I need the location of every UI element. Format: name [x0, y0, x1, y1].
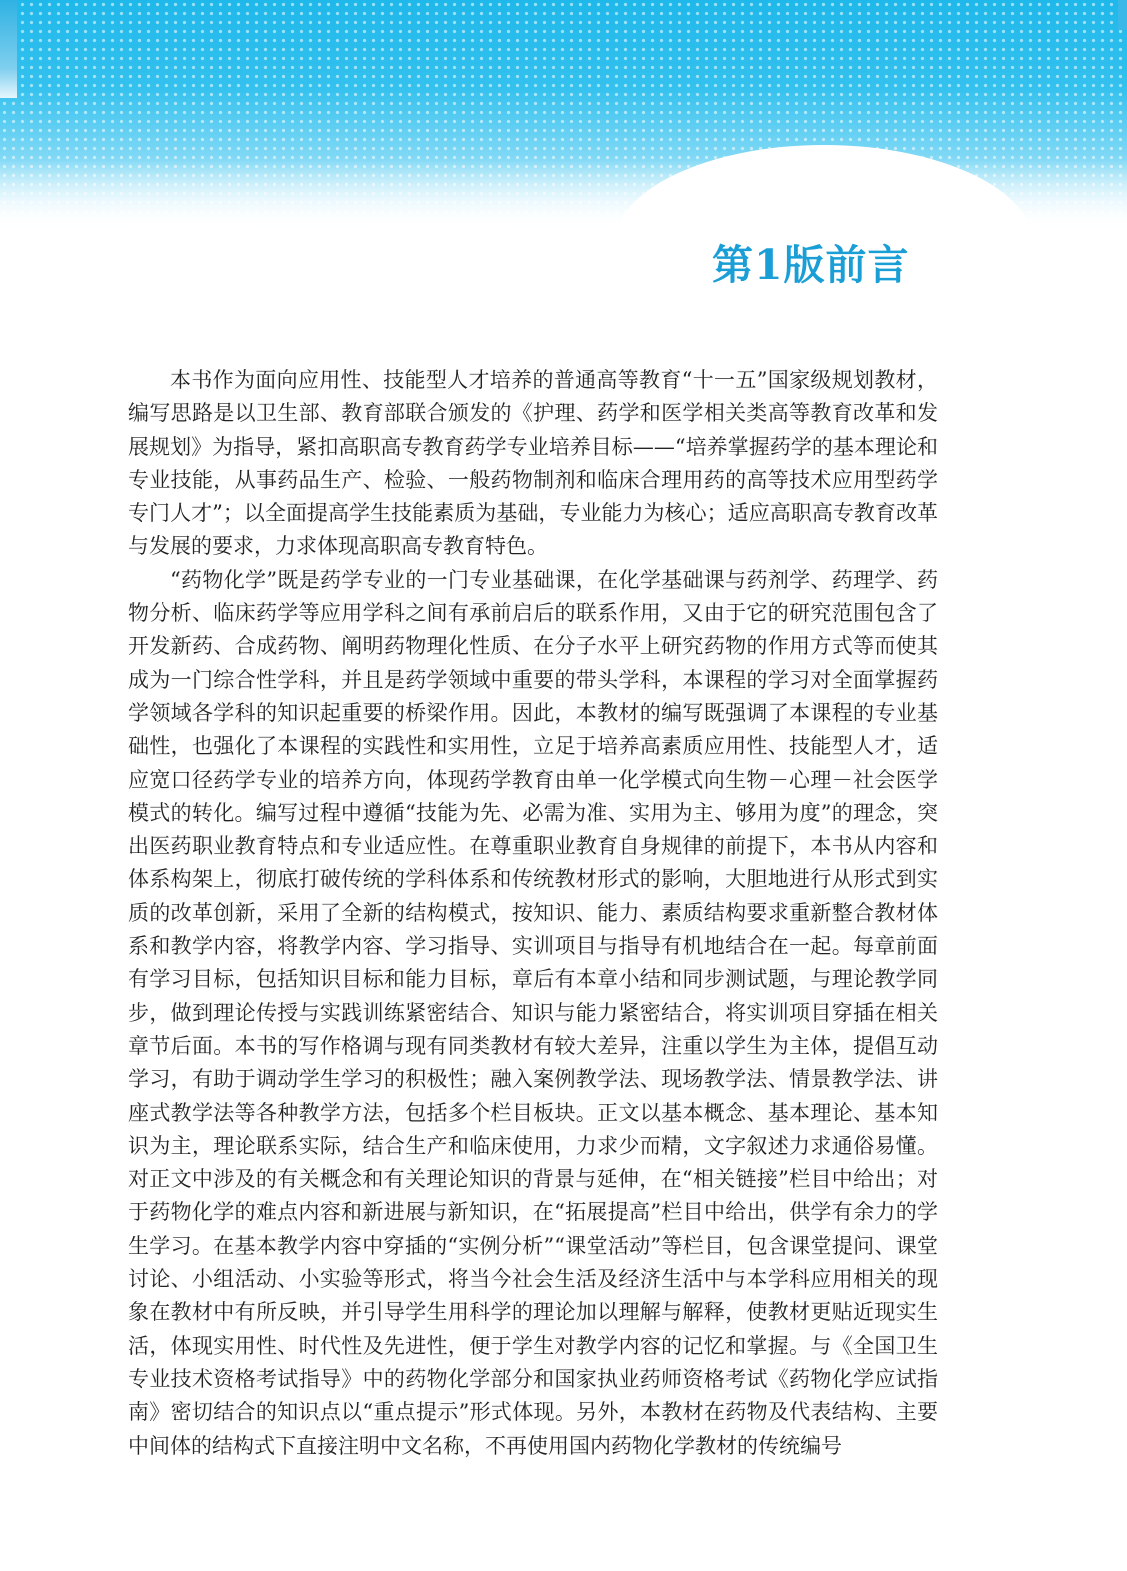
body-text: [128, 364, 938, 1463]
paragraph-1: 本书作为面向应用性、技能型人才培养的普通高等教育“十一五”国家级规划教材，编写思路是以卫生部、教育部联合颁发的《护理、药学和医学相关类高等教育改革和发展规划》为指导，紧扣高职高专教育药学专业培养目标——“培养掌握药学的基本理论和专业技能，从事药品生产、检验、一般药物制剂和临床合理用药的高等技术应用型药学专门人才”；以全面提高学生技能素质为基础，专业能力为核心；适应高职高专教育改革与发展的要求，力求体现高职高专教育特色。: [128, 368, 938, 559]
page-title: 第1版前言: [712, 241, 910, 289]
left-edge-strip: [0, 0, 17, 98]
paragraph-2: “药物化学”既是药学专业的一门专业基础课，在化学基础课与药剂学、药理学、药物分析、临床药学等应用学科之间有承前启后的联系作用，又由于它的研究范围包含了开发新药、合成药物、阐明药物理化性质、在分子水平上研究药物的作用方式等而使其成为一门综合性学科，并且是药学领域中重要的带头学科，本课程的学习对全面掌握药学领域各学科的知识起重要的桥梁作用。因此，本教材的编写既强调了本课程的专业基础性，也强化了本课程的实践性和实用性，立足于培养高素质应用性、技能型人才，适应宽口径药学专业的培养方向，体现药学教育由单一化学模式向生物－心理－社会医学模式的转化。编写过程中遵循“技能为先、必需为准、实用为主、够用为度”的理念，突出医药职业教育特点和专业适应性。在尊重职业教育自身规律的前提下，本书从内容和体系构架上，彻底打破传统的学科体系和传统教材形式的影响，大胆地进行从形式到实质的改革创新，采用了全新的结构模式，按知识、能力、素质结构要求重新整合教材体系和教学内容，将教学内容、学习指导、实训项目与指导有机地结合在一起。每章前面有学习目标，包括知识目标和能力目标，章后有本章小结和同步测试题，与理论教学同步，做到理论传授与实践训练紧密结合、知识与能力紧密结合，将实训项目穿插在相关章节后面。本书的写作格调与现有同类教材有较大差异，注重以学生为主体，提倡互动学习，有助于调动学生学习的积极性；融入案例教学法、现场教学法、情景教学法、讲座式教学法等各种教学方法，包括多个栏目板块。正文以基本概念、基本理论、基本知识为主，理论联系实际，结合生产和临床使用，力求少而精，文字叙述力求通俗易懂。对正文中涉及的有关概念和有关理论知识的背景与延伸，在“相关链接”栏目中给出；对于药物化学的难点内容和新进展与新知识，在“拓展提高”栏目中给出，供学有余力的学生学习。在基本教学内容中穿插的“实例分析”“课堂活动”等栏目，包含课堂提问、课堂讨论、小组活动、小实验等形式，将当今社会生活及经济生活中与本学科应用相关的现象在教材中有所反映，并引导学生用科学的理论加以理解与解释，使教材更贴近现实生活，体现实用性、时代性及先进性，便于学生对教学内容的记忆和掌握。与《全国卫生专业技术资格考试指导》中的药物化学部分和国家执业药师资格考试《药物化学应试指南》密切结合的知识点以“重点提示”形式体现。另外，本教材在药物及代表结构、主要中间体的结构式下直接注明中文名称，不再使用国内药物化学教材的传统编号: [128, 567, 938, 1458]
right-edge-strip: [1118, 0, 1127, 30]
